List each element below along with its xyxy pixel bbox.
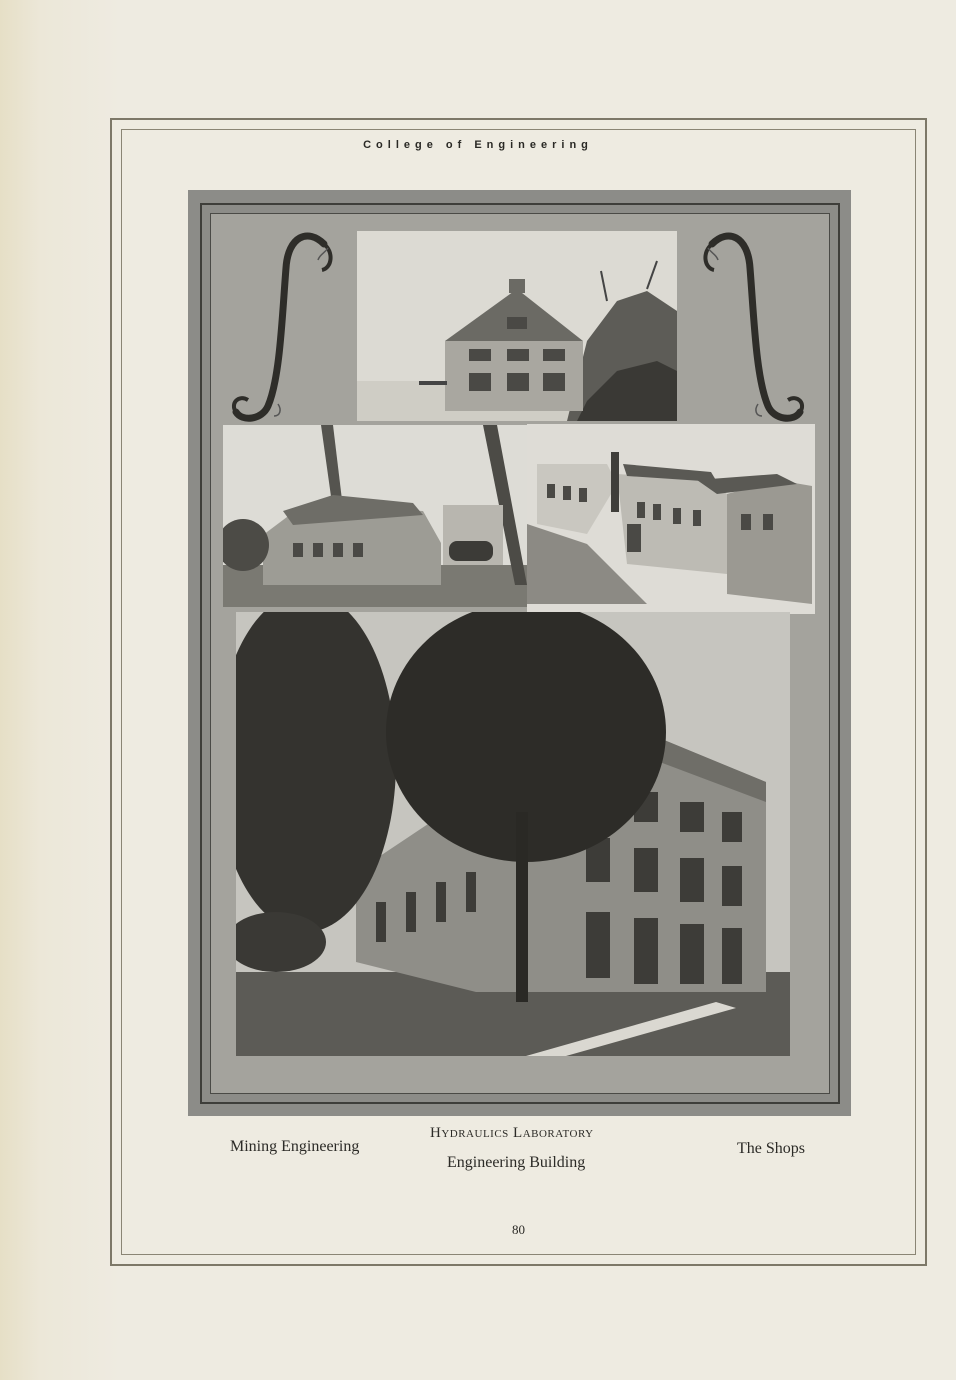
photo-the-shops xyxy=(527,424,815,614)
caption-hydraulics-laboratory: Hydraulics Laboratory xyxy=(430,1125,594,1141)
page-number: 80 xyxy=(512,1222,525,1237)
caption-engineering-building: Engineering Building xyxy=(447,1154,586,1171)
right-scroll-ornament-icon xyxy=(698,228,808,428)
caption-mining-engineering: Mining Engineering xyxy=(230,1138,360,1155)
photo-engineering-building xyxy=(236,612,790,1056)
photo-mining-engineering xyxy=(223,425,531,607)
photo-hydraulics-laboratory xyxy=(357,231,677,421)
running-head: College of Engineering xyxy=(363,139,593,151)
left-scroll-ornament-icon xyxy=(228,228,338,428)
caption-the-shops: The Shops xyxy=(737,1140,805,1157)
